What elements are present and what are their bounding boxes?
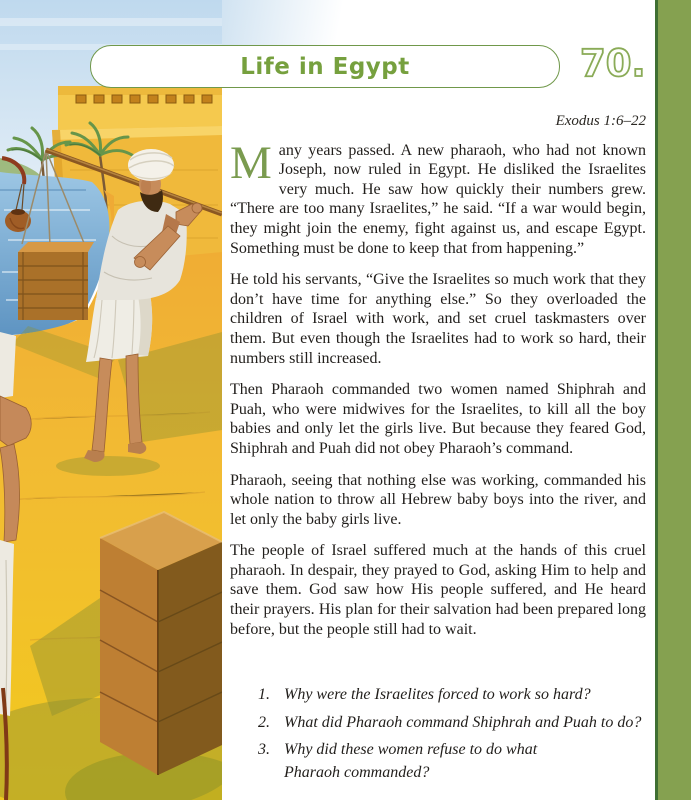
sky-watercolor-bleed: [218, 0, 358, 46]
question-number: 2.: [258, 713, 270, 731]
question-text: Why did these women refuse to do what Pharaoh commanded?: [284, 741, 538, 781]
lesson-number: 70.: [580, 42, 646, 85]
lesson-title: Life in Egypt: [240, 53, 410, 80]
story-illustration: [0, 0, 222, 800]
lesson-title-box: [90, 45, 560, 88]
story-paragraph: [230, 136, 646, 259]
review-questions: [258, 684, 658, 789]
large-crate: [100, 512, 222, 775]
story-paragraph: Pharaoh, seeing that nothing else was working, commanded his whole nation to throw all Hebrew baby boys into the river, and let only the baby girls live.: [230, 471, 646, 528]
question-number: 1.: [258, 686, 270, 703]
story-paragraph: He told his servants, “Give the Israelites so much work that they don’t have time for anything else.” So they overloaded the children of Israel with work, and set cruel taskmasters over them. But even though the Israelites had to work so hard, their numbers still increased.: [230, 271, 646, 367]
page-edge-band: [655, 0, 691, 800]
question-text: What did Pharaoh command Shiphrah and Puah to do?: [284, 713, 642, 731]
paragraph-text: any years passed. A new pharaoh, who had not known Joseph, now ruled in Egypt. He disliked the Israelites very much. He saw how quickly their numbers grew. “There are too many Israelites,” he said. “If a war would begin, they might join the enemy, fight against us, and escape Egypt. Something must be done to keep that from happening.”: [230, 141, 646, 257]
question-text: Why were the Israelites forced to work so hard?: [284, 686, 591, 703]
story-text-column: [230, 112, 646, 651]
story-paragraph: Then Pharaoh commanded two women named Shiphrah and Puah, who were midwives for the Israelites, to kill all the boy babies and only let the girls live. But because they feared God, Shiphrah and Puah did not obey Pharaoh’s command.: [230, 381, 646, 457]
question-item: [258, 684, 658, 707]
drop-cap: M: [230, 136, 272, 189]
scripture-reference: Exodus 1:6–22: [555, 113, 646, 129]
question-number: 3.: [258, 741, 270, 758]
question-item: [258, 739, 658, 784]
story-paragraph: The people of Israel suffered much at the hands of this cruel pharaoh. In despair, they prayed to God, asking Him to help and save them. God saw how His people suffered, and He heard their prayers. His plan for their salvation had been prepared long before, but the people still had to wait.: [230, 542, 646, 638]
question-item: [258, 712, 658, 735]
